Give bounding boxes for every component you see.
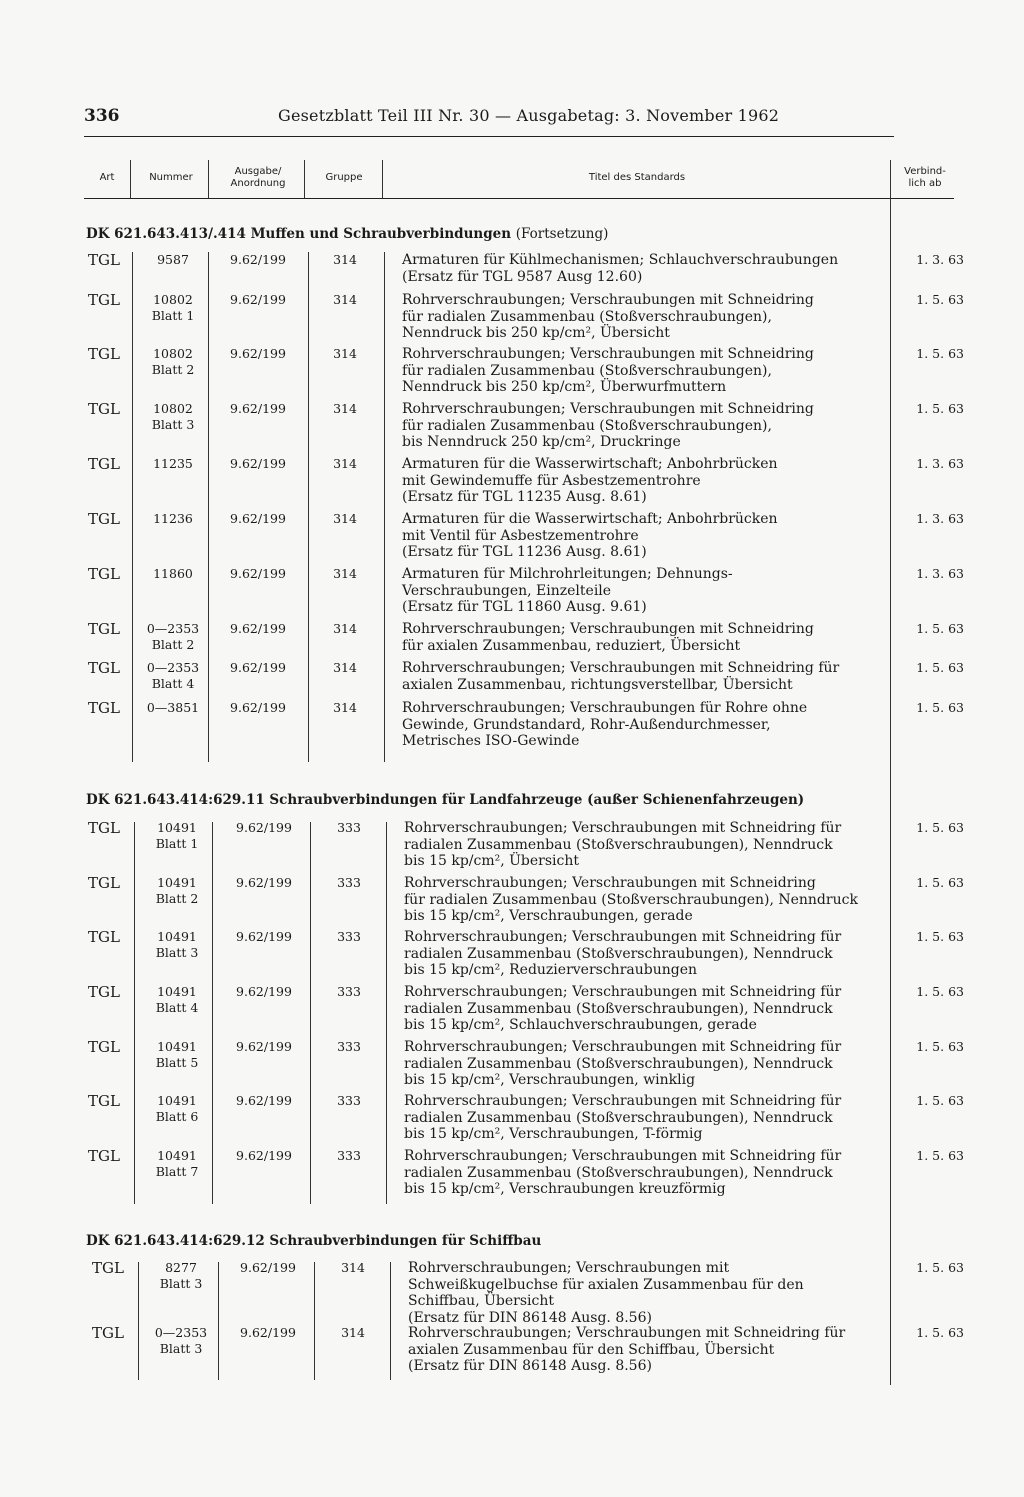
col-divider-right [890, 160, 891, 1385]
number-main: 10491 [157, 1039, 197, 1054]
ausgabe-cell: 9.62/199 [236, 984, 292, 999]
ausgabe-cell: 9.62/199 [230, 456, 286, 471]
number-main: 0—2353 [154, 1325, 208, 1340]
number-cell [136, 621, 210, 653]
number-cell [136, 700, 210, 716]
number-main: 11860 [153, 566, 193, 581]
col-header-ausgabe [212, 160, 304, 196]
number-main: 11236 [153, 511, 193, 526]
gruppe-cell: 333 [337, 820, 361, 835]
title-line: Rohrverschraubungen; Verschraubungen mit Schneidring für [404, 1093, 842, 1109]
number-sheet: Blatt 1 [151, 308, 195, 323]
col-header-verbindlich [892, 160, 958, 196]
title-line: bis 15 kp/cm², Schlauchverschraubungen, gerade [404, 1017, 757, 1033]
art-cell: TGL [88, 1038, 120, 1056]
section-title-text: DK 621.643.414:629.11 Schraubverbindungen für Landfahrzeuge (außer Schienenfahrzeugen) [86, 792, 805, 808]
col-header-art: Art [99, 172, 115, 183]
title-cell [408, 1325, 896, 1375]
number-sheet: Blatt 2 [151, 362, 195, 377]
title-line: Gewinde, Grundstandard, Rohr-Außendurchmesser, [402, 716, 771, 733]
title-cell [408, 1260, 896, 1326]
title-line: für axialen Zusammenbau, reduziert, Übersicht [402, 637, 741, 654]
col-divider [384, 252, 385, 762]
title-line: radialen Zusammenbau (Stoßverschraubungen), Nenndruck [404, 945, 833, 962]
col-divider [134, 822, 135, 1204]
number-main: 8277 [165, 1260, 197, 1275]
title-line: radialen Zusammenbau (Stoßverschraubungen), Nenndruck [404, 1109, 833, 1126]
title-line: Rohrverschraubungen; Verschraubungen mit [408, 1260, 730, 1276]
number-cell [136, 511, 210, 527]
col-header-titel: Titel des Standards [588, 172, 686, 183]
ausgabe-cell: 9.62/199 [230, 700, 286, 715]
title-line: Rohrverschraubungen; Verschraubungen mit Schneidring [404, 875, 816, 891]
number-cell [140, 820, 214, 852]
art-cell: TGL [88, 659, 120, 677]
art-cell: TGL [88, 928, 120, 946]
title-line: bis 15 kp/cm², Reduzierverschraubungen [404, 962, 698, 978]
art-cell: TGL [88, 291, 120, 309]
title-cell [404, 1093, 892, 1143]
title-line: Rohrverschraubungen; Verschraubungen mit Schneidring [402, 292, 814, 308]
number-cell [136, 566, 210, 582]
verbindlich-cell: 1. 5. 63 [916, 1039, 964, 1054]
number-cell [140, 929, 214, 961]
title-line: für radialen Zusammenbau (Stoßverschraubungen), Nenndruck [404, 891, 858, 908]
col-divider [308, 252, 309, 762]
title-line: für radialen Zusammenbau (Stoßverschraubungen), [402, 308, 772, 325]
verbindlich-cell: 1. 5. 63 [916, 660, 964, 675]
ausgabe-cell: 9.62/199 [236, 1093, 292, 1108]
number-sheet: Blatt 7 [155, 1164, 199, 1179]
col-divider [132, 252, 133, 762]
title-cell [402, 700, 890, 750]
col-header-ausgabe-line2: Anordnung [230, 178, 286, 189]
ausgabe-cell: 9.62/199 [236, 1039, 292, 1054]
title-cell [402, 456, 890, 506]
gruppe-cell: 333 [337, 929, 361, 944]
number-sheet: Blatt 5 [155, 1055, 199, 1070]
title-line: (Ersatz für TGL 9587 Ausg 12.60) [402, 268, 643, 285]
verbindlich-cell: 1. 5. 63 [916, 929, 964, 944]
title-cell [402, 346, 890, 396]
art-cell: TGL [88, 1147, 120, 1165]
ausgabe-cell: 9.62/199 [230, 511, 286, 526]
gruppe-cell: 314 [333, 660, 357, 675]
number-cell [140, 1039, 214, 1071]
number-main: 10802 [153, 346, 193, 361]
title-line: radialen Zusammenbau (Stoßverschraubungen), Nenndruck [404, 1164, 833, 1181]
art-cell: TGL [88, 983, 120, 1001]
number-main: 0—2353 [146, 660, 200, 675]
title-line: bis 15 kp/cm², Verschraubungen, winklig [404, 1072, 696, 1088]
title-line: (Ersatz für DIN 86148 Ausg. 8.56) [408, 1358, 652, 1374]
title-line: Armaturen für die Wasserwirtschaft; Anbohrbrücken [402, 511, 778, 527]
title-line: (Ersatz für DIN 86148 Ausg. 8.56) [408, 1309, 652, 1326]
verbindlich-cell: 1. 5. 63 [916, 1093, 964, 1108]
art-cell: TGL [92, 1324, 124, 1342]
ausgabe-cell: 9.62/199 [230, 292, 286, 307]
title-line: radialen Zusammenbau (Stoßverschraubungen), Nenndruck [404, 1000, 833, 1017]
gruppe-cell: 333 [337, 984, 361, 999]
title-line: bis 15 kp/cm², Verschraubungen kreuzförmig [404, 1181, 726, 1197]
gruppe-cell: 314 [341, 1260, 365, 1275]
gruppe-cell: 314 [341, 1325, 365, 1340]
number-main: 10491 [157, 1148, 197, 1163]
gruppe-cell: 314 [333, 700, 357, 715]
ausgabe-cell: 9.62/199 [236, 929, 292, 944]
number-cell [136, 346, 210, 378]
title-line: Rohrverschraubungen; Verschraubungen für Rohre ohne [402, 700, 808, 716]
title-line: für radialen Zusammenbau (Stoßverschraubungen), [402, 417, 772, 434]
verbindlich-cell: 1. 5. 63 [916, 984, 964, 999]
title-line: Rohrverschraubungen; Verschraubungen mit Schneidring für [404, 1148, 842, 1164]
number-cell [136, 660, 210, 692]
title-line: Verschraubungen, Einzelteile [402, 582, 612, 599]
art-cell: TGL [88, 699, 120, 717]
number-sheet: Blatt 3 [151, 417, 195, 432]
title-cell [402, 566, 890, 616]
title-line: bis 15 kp/cm², Verschraubungen, gerade [404, 908, 693, 924]
verbindlich-cell: 1. 5. 63 [916, 346, 964, 361]
verbindlich-cell: 1. 3. 63 [916, 456, 964, 471]
title-line: (Ersatz für TGL 11235 Ausg. 8.61) [402, 489, 647, 505]
number-sheet: Blatt 2 [151, 637, 195, 652]
number-cell [140, 875, 214, 907]
number-cell [136, 292, 210, 324]
title-cell [402, 401, 890, 451]
gruppe-cell: 333 [337, 1148, 361, 1163]
title-line: (Ersatz für TGL 11236 Ausg. 8.61) [402, 544, 647, 560]
col-header-verbindlich-line1: Verbind- [904, 166, 946, 177]
title-cell [404, 984, 892, 1034]
verbindlich-cell: 1. 5. 63 [916, 292, 964, 307]
title-cell [404, 875, 892, 925]
number-sheet: Blatt 4 [151, 676, 195, 691]
number-cell [136, 401, 210, 433]
title-line: Nenndruck bis 250 kp/cm², Übersicht [402, 325, 670, 341]
number-cell [144, 1260, 218, 1292]
title-cell [402, 621, 890, 654]
col-header-nummer: Nummer [149, 172, 193, 183]
title-line: (Ersatz für TGL 11860 Ausg. 9.61) [402, 599, 647, 615]
title-cell [402, 660, 890, 693]
title-line: bis 15 kp/cm², Verschraubungen, T-förmig [404, 1126, 703, 1142]
title-cell [404, 1148, 892, 1198]
title-line: mit Gewindemuffe für Asbestzementrohre [402, 472, 701, 489]
col-header-verbindlich-line2: lich ab [908, 178, 942, 189]
number-cell [144, 1325, 218, 1357]
art-cell: TGL [88, 1092, 120, 1110]
title-line: Nenndruck bis 250 kp/cm², Überwurfmuttern [402, 379, 727, 395]
number-main: 10491 [157, 820, 197, 835]
title-line: axialen Zusammenbau für den Schiffbau, Übersicht [408, 1341, 775, 1358]
number-sheet: Blatt 4 [155, 1000, 199, 1015]
ausgabe-cell: 9.62/199 [236, 875, 292, 890]
verbindlich-cell: 1. 3. 63 [916, 252, 964, 267]
gruppe-cell: 333 [337, 1093, 361, 1108]
col-divider [382, 160, 383, 198]
gruppe-cell: 314 [333, 346, 357, 361]
section-title-suffix: (Fortsetzung) [515, 226, 609, 242]
title-cell [402, 252, 890, 285]
verbindlich-cell: 1. 5. 63 [916, 820, 964, 835]
number-main: 11235 [153, 456, 193, 471]
gruppe-cell: 314 [333, 566, 357, 581]
art-cell: TGL [88, 510, 120, 528]
number-main: 10491 [157, 1093, 197, 1108]
number-main: 10802 [153, 401, 193, 416]
title-line: für radialen Zusammenbau (Stoßverschraubungen), [402, 362, 772, 379]
col-divider [218, 1262, 219, 1380]
gruppe-cell: 314 [333, 456, 357, 471]
ausgabe-cell: 9.62/199 [230, 401, 286, 416]
col-divider [386, 822, 387, 1204]
ausgabe-cell: 9.62/199 [230, 621, 286, 636]
verbindlich-cell: 1. 5. 63 [916, 875, 964, 890]
page-number: 336 [84, 106, 120, 126]
number-main: 9587 [157, 252, 189, 267]
title-line: Rohrverschraubungen; Verschraubungen mit Schneidring [402, 346, 814, 362]
running-title: Gesetzblatt Teil III Nr. 30 — Ausgabetag: 3. November 1962 [278, 106, 780, 125]
verbindlich-cell: 1. 5. 63 [916, 621, 964, 636]
gruppe-cell: 314 [333, 621, 357, 636]
title-line: Schweißkugelbuchse für axialen Zusammenbau für den [408, 1276, 804, 1293]
art-cell: TGL [88, 874, 120, 892]
section-title [86, 1233, 541, 1249]
verbindlich-cell: 1. 5. 63 [916, 1148, 964, 1163]
title-line: radialen Zusammenbau (Stoßverschraubungen), Nenndruck [404, 836, 833, 853]
section-title-text: DK 621.643.414:629.12 Schraubverbindungen für Schiffbau [86, 1233, 542, 1249]
col-header-ausgabe-line1: Ausgabe/ [234, 166, 282, 177]
ausgabe-cell: 9.62/199 [240, 1260, 296, 1275]
section-title [86, 792, 804, 808]
col-header-gruppe: Gruppe [325, 172, 363, 183]
verbindlich-cell: 1. 3. 63 [916, 511, 964, 526]
title-line: radialen Zusammenbau (Stoßverschraubungen), Nenndruck [404, 1055, 833, 1072]
art-cell: TGL [88, 400, 120, 418]
verbindlich-cell: 1. 5. 63 [916, 401, 964, 416]
number-main: 10491 [157, 875, 197, 890]
title-cell [404, 1039, 892, 1089]
verbindlich-cell: 1. 5. 63 [916, 700, 964, 715]
ausgabe-cell: 9.62/199 [236, 1148, 292, 1163]
number-sheet: Blatt 1 [155, 836, 199, 851]
title-line: Rohrverschraubungen; Verschraubungen mit Schneidring für [404, 929, 842, 945]
col-divider [310, 822, 311, 1204]
column-header-rule [84, 198, 954, 199]
gruppe-cell: 314 [333, 292, 357, 307]
page-header [84, 106, 894, 132]
title-line: Rohrverschraubungen; Verschraubungen mit Schneidring für [404, 820, 842, 836]
number-sheet: Blatt 3 [155, 945, 199, 960]
title-line: bis 15 kp/cm², Übersicht [404, 853, 580, 869]
ausgabe-cell: 9.62/199 [230, 660, 286, 675]
title-cell [404, 820, 892, 870]
section-title-text: DK 621.643.413/.414 Muffen und Schraubverbindungen [86, 226, 512, 242]
title-line: Rohrverschraubungen; Verschraubungen mit Schneidring für [404, 984, 842, 1000]
number-cell [140, 1093, 214, 1125]
ausgabe-cell: 9.62/199 [236, 820, 292, 835]
gruppe-cell: 333 [337, 1039, 361, 1054]
number-main: 10491 [157, 984, 197, 999]
title-line: Rohrverschraubungen; Verschraubungen mit Schneidring für [402, 660, 840, 676]
verbindlich-cell: 1. 5. 63 [916, 1260, 964, 1275]
title-cell [404, 929, 892, 979]
col-divider [304, 160, 305, 198]
number-sheet: Blatt 2 [155, 891, 199, 906]
number-sheet: Blatt 6 [155, 1109, 199, 1124]
title-line: bis Nenndruck 250 kp/cm², Druckringe [402, 434, 681, 450]
gruppe-cell: 314 [333, 252, 357, 267]
art-cell: TGL [88, 345, 120, 363]
art-cell: TGL [88, 819, 120, 837]
title-line: Rohrverschraubungen; Verschraubungen mit Schneidring für [408, 1325, 846, 1341]
gruppe-cell: 314 [333, 511, 357, 526]
art-cell: TGL [88, 565, 120, 583]
title-line: Armaturen für Milchrohrleitungen; Dehnungs- [402, 566, 733, 582]
title-line: Metrisches ISO-Gewinde [402, 733, 580, 749]
col-divider [208, 160, 209, 198]
gruppe-cell: 333 [337, 875, 361, 890]
verbindlich-cell: 1. 5. 63 [916, 1325, 964, 1340]
section-title [86, 226, 608, 242]
verbindlich-cell: 1. 3. 63 [916, 566, 964, 581]
number-main: 10802 [153, 292, 193, 307]
col-divider [390, 1262, 391, 1380]
title-line: Armaturen für die Wasserwirtschaft; Anbohrbrücken [402, 456, 778, 472]
title-line: Armaturen für Kühlmechanismen; Schlauchverschraubungen [402, 252, 839, 268]
art-cell: TGL [88, 251, 120, 269]
number-sheet: Blatt 3 [159, 1276, 203, 1291]
art-cell: TGL [88, 620, 120, 638]
title-cell [402, 511, 890, 561]
ausgabe-cell: 9.62/199 [230, 346, 286, 361]
col-divider [138, 1262, 139, 1380]
number-main: 0—2353 [146, 621, 200, 636]
number-cell [140, 1148, 214, 1180]
number-main: 0—3851 [146, 700, 200, 715]
title-cell [402, 292, 890, 342]
title-line: Rohrverschraubungen; Verschraubungen mit Schneidring [402, 621, 814, 637]
ausgabe-cell: 9.62/199 [240, 1325, 296, 1340]
number-cell [136, 456, 210, 472]
number-cell [140, 984, 214, 1016]
header-rule [84, 136, 894, 137]
number-main: 10491 [157, 929, 197, 944]
art-cell: TGL [92, 1259, 124, 1277]
title-line: mit Ventil für Asbestzementrohre [402, 527, 639, 544]
title-line: Rohrverschraubungen; Verschraubungen mit Schneidring [402, 401, 814, 417]
number-cell [136, 252, 210, 268]
title-line: Rohrverschraubungen; Verschraubungen mit Schneidring für [404, 1039, 842, 1055]
title-line: axialen Zusammenbau, richtungsverstellbar, Übersicht [402, 676, 793, 693]
number-sheet: Blatt 3 [159, 1341, 203, 1356]
gruppe-cell: 314 [333, 401, 357, 416]
col-divider [130, 160, 131, 198]
ausgabe-cell: 9.62/199 [230, 566, 286, 581]
art-cell: TGL [88, 455, 120, 473]
ausgabe-cell: 9.62/199 [230, 252, 286, 267]
title-line: Schiffbau, Übersicht [408, 1293, 554, 1309]
col-divider [314, 1262, 315, 1380]
